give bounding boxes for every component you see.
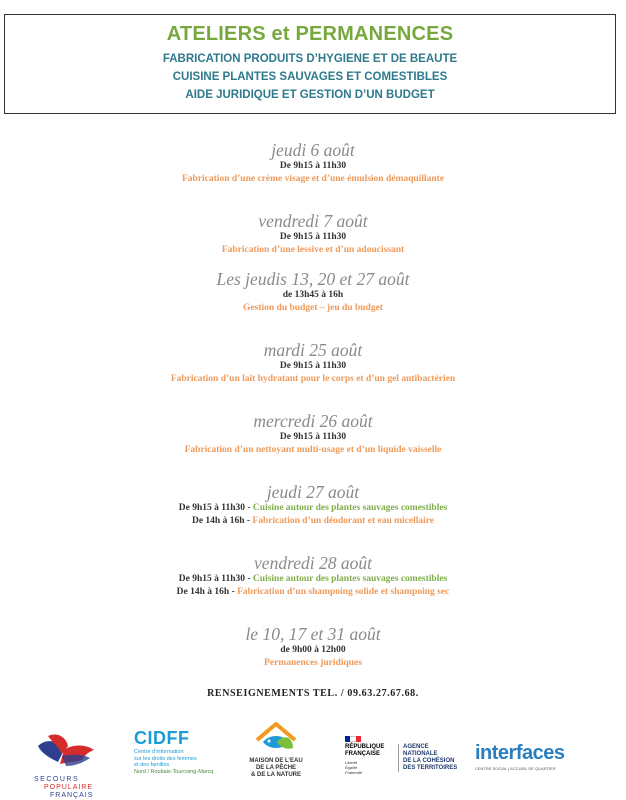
event-activity: Cuisine autour des plantes sauvages comestibles — [252, 503, 448, 513]
info-phone: RENSEIGNEMENTS TEL. / 09.63.27.67.68. — [207, 688, 419, 699]
event-time: De 14h à 16h - — [176, 587, 235, 597]
agence-line3: DE LA COHÉSION — [403, 758, 455, 764]
secours-populaire-logo — [28, 728, 108, 798]
cidff-desc3: et des familles — [134, 762, 170, 768]
event-date: mardi 25 août — [263, 340, 363, 360]
partner-logos — [0, 718, 626, 800]
event-time: De 9h15 à 11h30 — [279, 161, 347, 171]
agence-line2: NATIONALE — [403, 751, 438, 757]
agence-line4: DES TERRITOIRES — [403, 765, 458, 771]
event-date: mercredi 26 août — [253, 411, 373, 431]
event-activity: Fabrication d’un déodorant et eau micellaire — [252, 516, 435, 526]
flag-icon — [345, 736, 361, 742]
interfaces-logo — [475, 742, 585, 771]
secours-line2: POPULAIRE — [44, 784, 94, 791]
secours-line1: SECOURS — [34, 776, 80, 783]
cidff-name: CIDFF — [134, 728, 190, 748]
event-date: jeudi 27 août — [266, 482, 360, 502]
motto1: Liberté — [345, 760, 358, 765]
event-time: De 9h15 à 11h30 — [279, 232, 347, 242]
maison-line3: & DE LA NATURE — [251, 772, 301, 778]
secours-line3: FRANÇAIS — [50, 792, 94, 799]
event-activity: Fabrication d’un shampoing solide et shampoing sec — [237, 587, 450, 597]
event-jeudi-27 — [0, 482, 626, 528]
cidff-desc2: sur les droits des femmes — [134, 755, 197, 762]
cidff-logo — [134, 728, 224, 775]
event-date: le 10, 17 et 31 août — [245, 624, 381, 644]
republique-line2: FRANÇAISE — [345, 751, 381, 757]
interfaces-name: interfaces — [475, 742, 565, 764]
event-time: De 9h15 à 11h30 - — [178, 503, 251, 513]
motto3: Fraternité — [345, 770, 363, 775]
page-title: ATELIERS et PERMANENCES — [166, 23, 454, 45]
cidff-desc1: Centre d’information — [134, 749, 184, 755]
event-jeudi-6 — [0, 140, 626, 186]
republique-line1: RÉPUBLIQUE — [345, 744, 385, 750]
cidff-desc4: Nord / Roubaix-Tourcoing-Marcq — [134, 768, 214, 775]
event-date: vendredi 7 août — [258, 211, 368, 231]
event-vendredi-28 — [0, 553, 626, 599]
event-activity: Permanences juridiques — [264, 658, 362, 668]
agence-cohesion-logo — [398, 744, 473, 772]
event-mardi-25 — [0, 340, 626, 386]
event-activity: Fabrication d’une crème visage et d’une émulsion démaquillante — [181, 174, 445, 184]
event-line-afternoon — [0, 515, 626, 528]
event-time: De 14h à 16h - — [191, 516, 251, 526]
event-activity: Cuisine autour des plantes sauvages comestibles — [252, 574, 448, 584]
event-time: De 9h15 à 11h30 — [279, 361, 347, 371]
event-jeudis-13-20-27 — [0, 269, 626, 315]
event-date: Les jeudis 13, 20 et 27 août — [216, 269, 410, 289]
event-activity: Fabrication d’une lessive et d’un adoucissant — [221, 245, 405, 255]
header-line-cuisine: CUISINE PLANTES SAUVAGES ET COMESTIBLES — [172, 71, 448, 83]
event-time: de 9h00 à 12h00 — [280, 645, 346, 655]
event-activity: Fabrication d’un lait hydratant pour le corps et d’un gel antibactérien — [170, 374, 456, 384]
event-activity: Gestion du budget – jeu du budget — [243, 303, 383, 313]
header-line-hygiene: FABRICATION PRODUITS D’HYGIENE ET DE BEAUTE — [162, 53, 458, 65]
event-time: De 9h15 à 11h30 - — [178, 574, 251, 584]
event-line-afternoon — [0, 586, 626, 599]
event-date: jeudi 6 août — [271, 140, 355, 160]
motto2: Égalité — [345, 765, 358, 770]
event-time: De 9h15 à 11h30 — [279, 432, 347, 442]
header-line-juridique: AIDE JURIDIQUE ET GESTION D’UN BUDGET — [185, 89, 435, 101]
maison-eau-logo — [244, 720, 308, 779]
maison-line1: MAISON DE L’EAU — [249, 758, 303, 764]
house-fish-icon — [253, 720, 299, 758]
event-date: vendredi 28 août — [254, 553, 372, 573]
schedule — [0, 140, 626, 670]
event-mercredi-26 — [0, 411, 626, 457]
event-vendredi-7 — [0, 211, 626, 257]
header-box — [4, 14, 616, 114]
agence-line1: AGENCE — [403, 744, 429, 750]
event-permanences — [0, 624, 626, 670]
event-activity: Fabrication d’un nettoyant multi-usage et d’un liquide vaisselle — [184, 445, 442, 455]
maison-line2: DE LA PÊCHE — [255, 765, 297, 771]
event-line-morning — [0, 573, 626, 586]
event-line-morning — [0, 502, 626, 515]
republique-francaise-logo — [345, 736, 397, 775]
event-time: de 13h45 à 16h — [282, 290, 344, 300]
interfaces-tagline: CENTRE SOCIAL | ACCUEIL DE QUARTIER — [475, 766, 556, 771]
